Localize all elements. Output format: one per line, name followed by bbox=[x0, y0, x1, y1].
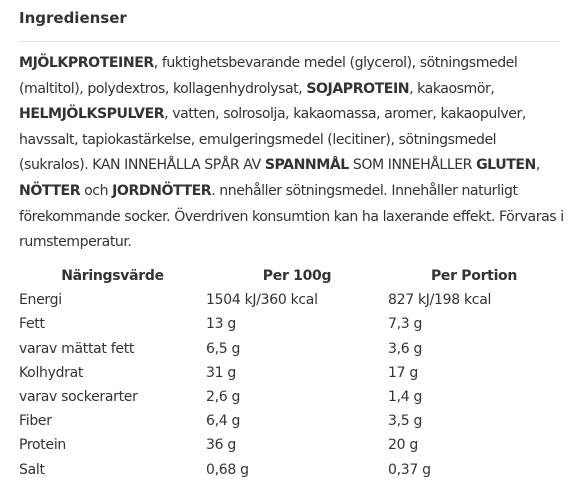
header-per-portion: Per Portion bbox=[430, 268, 518, 285]
ingredient-allergen: GLUTEN bbox=[476, 157, 536, 174]
nutrient-name: Salt bbox=[19, 461, 45, 478]
section-title: Ingredienser bbox=[19, 9, 127, 27]
value-per-portion: 1,4 g bbox=[388, 389, 423, 406]
value-per-portion: 827 kJ/198 kcal bbox=[388, 292, 492, 309]
header-per-100g: Per 100g bbox=[262, 268, 332, 285]
value-per-100g: 2,6 g bbox=[206, 389, 241, 406]
nutrient-name: varav mättat fett bbox=[19, 340, 135, 357]
table-row bbox=[19, 409, 560, 433]
table-row bbox=[19, 312, 560, 336]
value-per-100g: 1504 kJ/360 kcal bbox=[206, 292, 318, 309]
ingredient-allergen: NÖTTER bbox=[19, 182, 81, 199]
value-per-100g: 13 g bbox=[206, 316, 236, 333]
nutrient-name: Fett bbox=[19, 316, 45, 333]
ingredient-text: , bbox=[535, 157, 540, 174]
ingredient-text: , vatten, solrosolja, kakaomassa, aromer, kakaopulver, havssalt, tapiokastärkelse, emulgeringsmedel (lecitiner), sötningsmedel (sukralos). KAN INNEHÅLLA SPÅR AV bbox=[19, 106, 526, 174]
ingredient-text: och bbox=[80, 182, 113, 199]
ingredient-text: , fuktighetsbevarande medel (glycerol), sötningsmedel (maltitol), polydextros, kollagenhydrolysat, bbox=[19, 55, 518, 97]
nutrition-table bbox=[19, 264, 560, 482]
value-per-portion: 7,3 g bbox=[388, 316, 423, 333]
value-per-portion: 20 g bbox=[388, 437, 418, 454]
ingredient-text: SOM INNEHÅLLER bbox=[348, 157, 477, 174]
ingredient-allergen: HELMJÖLKSPULVER bbox=[19, 106, 165, 123]
ingredients-text bbox=[19, 51, 564, 256]
header-nutrient: Näringsvärde bbox=[61, 268, 164, 285]
value-per-portion: 3,5 g bbox=[388, 413, 423, 430]
nutrient-name: Kolhydrat bbox=[19, 364, 84, 381]
ingredient-allergen: MJÖLKPROTEINER bbox=[19, 55, 154, 71]
table-row bbox=[19, 385, 560, 409]
value-per-portion: 3,6 g bbox=[388, 340, 423, 357]
value-per-100g: 6,4 g bbox=[206, 413, 241, 430]
table-row bbox=[19, 288, 560, 312]
nutrition-header-row bbox=[19, 264, 560, 288]
ingredient-text: , kakaosmör, bbox=[409, 80, 495, 97]
table-row bbox=[19, 337, 560, 361]
ingredient-text: . nnehåller sötningsmedel. Innehåller naturligt förekommande socker. Överdriven konsumtion kan ha laxerande effekt. Förvaras i rumstemperatur. bbox=[19, 182, 564, 251]
title-divider bbox=[19, 41, 560, 42]
value-per-100g: 0,68 g bbox=[206, 461, 249, 478]
value-per-portion: 0,37 g bbox=[388, 461, 431, 478]
ingredient-allergen: SPANNMÅL bbox=[264, 157, 349, 174]
value-per-portion: 17 g bbox=[388, 364, 418, 381]
value-per-100g: 36 g bbox=[206, 437, 236, 454]
table-row bbox=[19, 361, 560, 385]
nutrient-name: Protein bbox=[19, 437, 66, 454]
nutrient-name: Fiber bbox=[19, 413, 52, 430]
ingredient-allergen: JORDNÖTTER bbox=[112, 182, 212, 199]
ingredient-allergen: SOJAPROTEIN bbox=[306, 80, 410, 97]
nutrient-name: varav sockerarter bbox=[19, 389, 138, 406]
table-row bbox=[19, 433, 560, 457]
value-per-100g: 31 g bbox=[206, 364, 236, 381]
value-per-100g: 6,5 g bbox=[206, 340, 241, 357]
nutrient-name: Energi bbox=[19, 292, 62, 309]
table-row bbox=[19, 458, 560, 482]
